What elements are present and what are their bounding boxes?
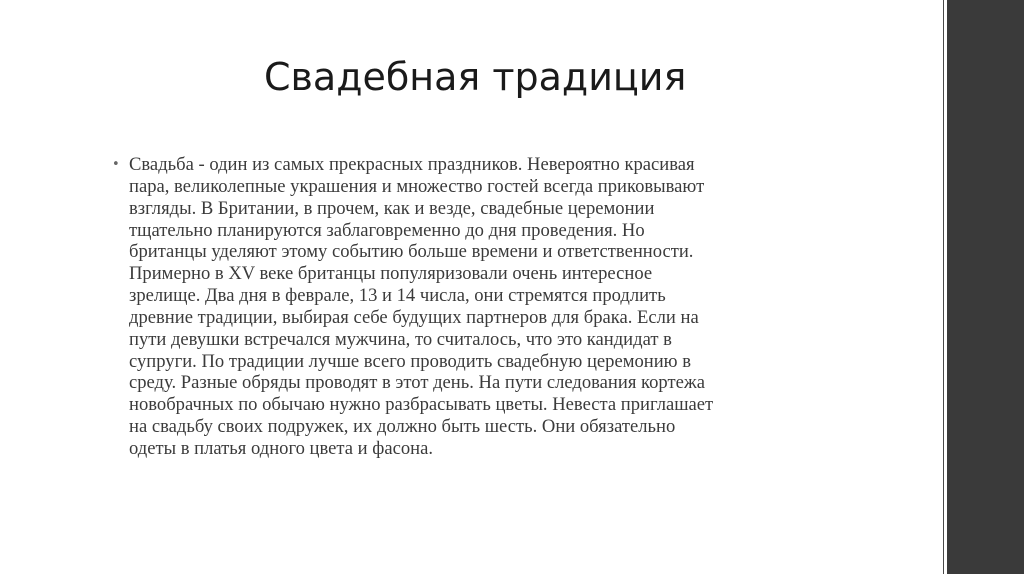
paragraph-line: взгляды. В Британии, в прочем, как и везде, свадебные церемонии [129,197,655,219]
bullet-paragraph [129,154,832,460]
paragraph-line: среду. Разные обряды проводят в этот день. На пути следования кортежа [129,372,705,394]
bullet-item [112,154,832,460]
right-accent-bar [947,0,1024,574]
paragraph-line: на свадьбу своих подружек, их должно быть шесть. Они обязательно [129,416,676,438]
bullet-icon: • [112,157,120,172]
paragraph-line: Свадьба - один из самых прекрасных праздников. Невероятно красивая [129,154,695,175]
paragraph-line: пути девушки встречался мужчина, то считалось, что это кандидат в [129,328,672,350]
paragraph-line: пара, великолепные украшения и множество гостей всегда приковывают [129,175,705,197]
paragraph-line: Примерно в XV веке британцы популяризовали очень интересное [129,263,653,285]
content-area [112,154,832,460]
paragraph-line: супруги. По традиции лучше всего проводить свадебную церемонию в [129,350,691,372]
accent-divider-line [943,0,944,574]
slide-title: Свадебная традиция [264,55,687,99]
paragraph-line: одеты в платья одного цвета и фасона. [129,437,433,459]
paragraph-line: тщательно планируются заблаговременно до дня проведения. Но [129,219,645,241]
paragraph-line: новобрачных по обычаю нужно разбрасывать цветы. Невеста приглашает [129,394,714,416]
paragraph-line: британцы уделяют этому событию больше времени и ответственности. [129,241,694,263]
paragraph-line: древние традиции, выбирая себе будущих партнеров для брака. Если на [129,306,699,328]
paragraph-line: зрелище. Два дня в феврале, 13 и 14 числа, они стремятся продлить [129,285,666,307]
